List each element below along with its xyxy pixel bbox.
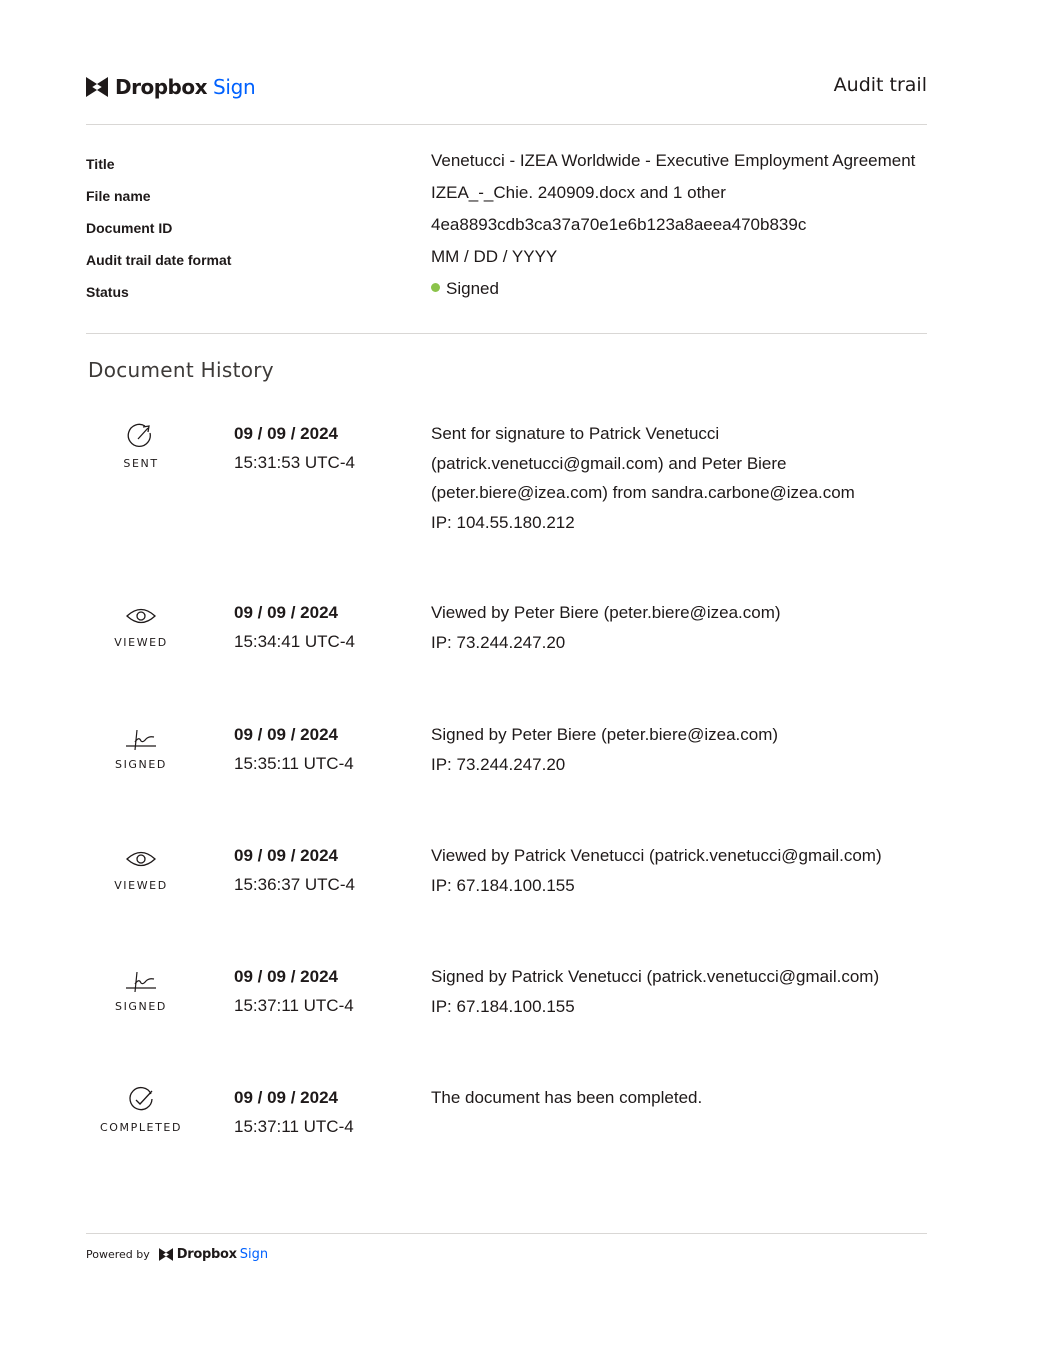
powered-by-text: Powered by [86, 1247, 150, 1261]
meta-label: Title [86, 156, 115, 172]
brand-name: Dropbox [115, 75, 207, 99]
sent-icon [124, 421, 158, 451]
header [86, 72, 927, 102]
status-badge [431, 279, 499, 299]
page-title: Audit trail [833, 74, 927, 96]
event-line: (peter.biere@izea.com) from sandra.carbone@izea.com [431, 483, 855, 502]
event-line: IP: 73.244.247.20 [431, 632, 566, 652]
event-date: 09 / 09 / 2024 [234, 725, 338, 744]
event-time: 15:37:11 UTC-4 [234, 1117, 354, 1136]
event-line: Viewed by Patrick Venetucci (patrick.venetucci@gmail.com) [431, 846, 882, 865]
brand-product: Sign [212, 75, 256, 99]
event-date: 09 / 09 / 2024 [234, 967, 338, 986]
event-line: IP: 67.184.100.155 [431, 996, 575, 1016]
event-line: The document has been completed. [431, 1088, 703, 1107]
event-line: Viewed by Peter Biere (peter.biere@izea.com) [431, 603, 781, 622]
event-type-label: SIGNED [115, 758, 167, 771]
event-date: 09 / 09 / 2024 [234, 1088, 338, 1107]
event-time: 15:34:41 UTC-4 [234, 632, 355, 651]
event-type-label: VIEWED [114, 636, 168, 649]
meta-label: Status [86, 284, 129, 300]
status-text: Signed [446, 279, 499, 298]
signature-icon [124, 722, 158, 752]
check-circle-icon [124, 1085, 158, 1115]
divider [86, 1233, 927, 1234]
meta-value: 4ea8893cdb3ca37a70e1e6b123a8aeea470b839c [431, 215, 807, 234]
event-description [431, 962, 879, 1021]
event-time: 15:37:11 UTC-4 [234, 996, 354, 1015]
event-date: 09 / 09 / 2024 [234, 603, 338, 622]
status-dot-icon [431, 283, 440, 292]
event-line: IP: 104.55.180.212 [431, 512, 575, 532]
event-time: 15:36:37 UTC-4 [234, 875, 355, 894]
meta-label: Document ID [86, 220, 173, 236]
event-type-label: VIEWED [114, 879, 168, 892]
event-date: 09 / 09 / 2024 [234, 846, 338, 865]
document-metadata [86, 150, 936, 310]
event-description [431, 841, 882, 900]
section-title: Document History [88, 358, 274, 382]
divider [86, 124, 927, 125]
dropbox-bowtie-icon [159, 1248, 173, 1261]
meta-value: MM / DD / YYYY [431, 247, 558, 266]
meta-row-date-format [86, 246, 936, 278]
event-description [431, 419, 855, 537]
meta-row-file-name [86, 182, 936, 214]
event-date: 09 / 09 / 2024 [234, 424, 338, 443]
meta-label: File name [86, 188, 151, 204]
footer [86, 1244, 268, 1264]
event-line: (patrick.venetucci@gmail.com) and Peter Biere [431, 453, 787, 473]
event-line: Signed by Peter Biere (peter.biere@izea.com) [431, 725, 779, 744]
eye-icon [124, 843, 158, 873]
event-line: IP: 73.244.247.20 [431, 754, 566, 774]
eye-icon [124, 600, 158, 630]
meta-label: Audit trail date format [86, 252, 232, 268]
event-line: Sent for signature to Patrick Venetucci [431, 424, 720, 443]
event-description [431, 598, 781, 657]
event-type-label: COMPLETED [99, 1121, 183, 1134]
dropbox-bowtie-icon [86, 77, 108, 97]
footer-brand-name: Dropbox [176, 1246, 237, 1262]
event-type-label: SIGNED [115, 1000, 167, 1013]
footer-brand-product: Sign [239, 1246, 269, 1262]
event-time: 15:35:11 UTC-4 [234, 754, 354, 773]
event-line: Signed by Patrick Venetucci (patrick.venetucci@gmail.com) [431, 967, 880, 986]
dropbox-sign-logo[interactable] [86, 72, 255, 102]
divider [86, 333, 927, 334]
event-description [431, 1083, 702, 1113]
event-type-label: SENT [123, 457, 159, 470]
meta-value: Venetucci - IZEA Worldwide - Executive Employment Agreement [431, 151, 916, 170]
event-line: IP: 67.184.100.155 [431, 875, 575, 895]
meta-row-status [86, 278, 936, 310]
meta-row-title [86, 150, 936, 182]
event-time: 15:31:53 UTC-4 [234, 453, 355, 472]
event-description [431, 720, 778, 779]
meta-row-document-id [86, 214, 936, 246]
meta-value: IZEA_-_Chie. 240909.docx and 1 other [431, 183, 726, 202]
signature-icon [124, 964, 158, 994]
